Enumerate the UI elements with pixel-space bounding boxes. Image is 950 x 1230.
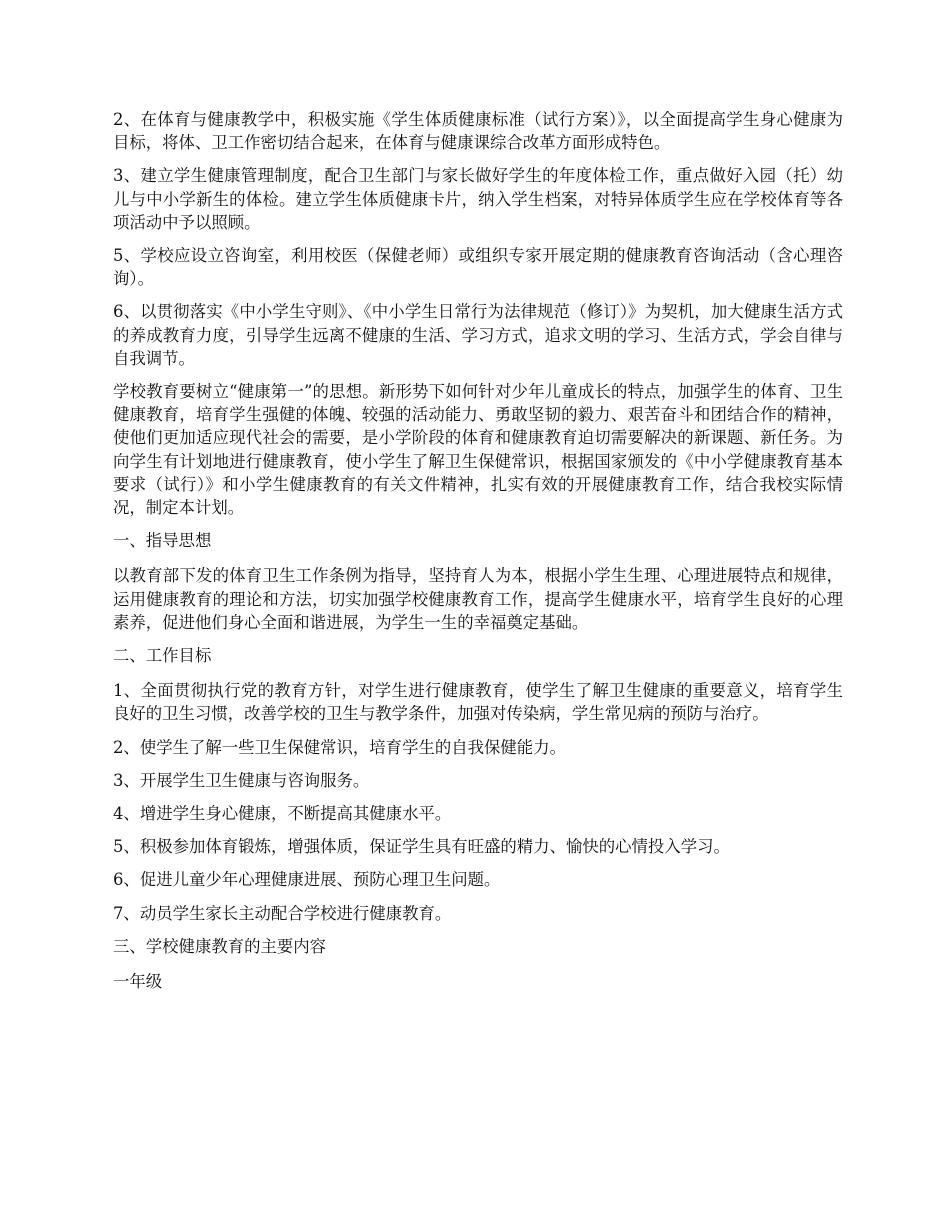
goal-item-4: 4、增进学生身心健康，不断提高其健康水平。 [113, 804, 452, 824]
section-heading-guiding-ideology: 一、指导思想 [113, 531, 212, 551]
goal-item-7: 7、动员学生家长主动配合学校进行健康教育。 [113, 903, 452, 923]
section-heading-main-content: 三、学校健康教育的主要内容 [113, 936, 327, 956]
section-heading-work-goals: 二、工作目标 [113, 646, 212, 666]
goal-item-5: 5、积极参加体育锻炼，增强体质，保证学生具有旺盛的精力、愉快的心情投入学习。 [113, 837, 730, 857]
paragraph-introduction: 学校教育要树立“健康第一”的思想。新形势下如何针对少年儿童成长的特点，加强学生的体育、卫生健康教育，培育学生强健的体魄、较强的活动能力、勇敢坚韧的毅力、艰苦奋斗和团结合作的精神，使他们更加适应现代社会的需要，是小学阶段的体育和健康教育迫切需要解决的新课题、新任务。为向学生有计划地进行健康教育，使小学生了解卫生保健常识，根据国家颁发的《中小学健康教育基本要求（试行）》和小学生健康教育的有关文件精神，扎实有效的开展健康教育工作，结合我校实际情况，制定本计划。 [113, 382, 843, 518]
paragraph-item-6-code-of-conduct: 6、以贯彻落实《中小学生守则》、《中小学生日常行为法律规范（修订）》为契机，加大健康生活方式的养成教育力度，引导学生远离不健康的生活、学习方式，追求文明的学习、生活方式，学会自律与自我调节。 [113, 302, 843, 368]
paragraph-guiding-ideology: 以教育部下发的体育卫生工作条例为指导，坚持育人为本，根据小学生生理、心理进展特点和规律，运用健康教育的理论和方法，切实加强学校健康教育工作，提高学生健康水平，培育学生良好的心理素养，促进他们身心全面和谐进展，为学生一生的幸福奠定基础。 [113, 566, 843, 632]
goal-item-6: 6、促进儿童少年心理健康进展、预防心理卫生问题。 [113, 870, 501, 890]
goal-item-2: 2、使学生了解一些卫生保健常识，培育学生的自我保健能力。 [113, 737, 566, 757]
goal-item-3: 3、开展学生卫生健康与咨询服务。 [113, 770, 370, 790]
goal-item-1: 1、全面贯彻执行党的教育方针，对学生进行健康教育，使学生了解卫生健康的重要意义，培育学生良好的卫生习惯，改善学校的卫生与教学条件，加强对传染病，学生常见病的预防与治疗。 [113, 681, 843, 724]
paragraph-item-2-pe-health: 2、在体育与健康教学中，积极实施《学生体质健康标准（试行方案）》，以全面提高学生身心健康为目标，将体、卫工作密切结合起来，在体育与健康课综合改革方面形成特色。 [113, 110, 843, 153]
subheading-grade-one: 一年级 [113, 972, 163, 992]
document-page [113, 108, 843, 1003]
paragraph-item-5-consultation-room: 5、学校应设立咨询室，利用校医（保健老师）或组织专家开展定期的健康教育咨询活动（含心理咨询）。 [113, 246, 843, 289]
paragraph-item-3-health-management: 3、建立学生健康管理制度，配合卫生部门与家长做好学生的年度体检工作，重点做好入园（托）幼儿与中小学新生的体检。建立学生体质健康卡片，纳入学生档案，对特异体质学生应在学校体育等各项活动中予以照顾。 [113, 166, 843, 232]
